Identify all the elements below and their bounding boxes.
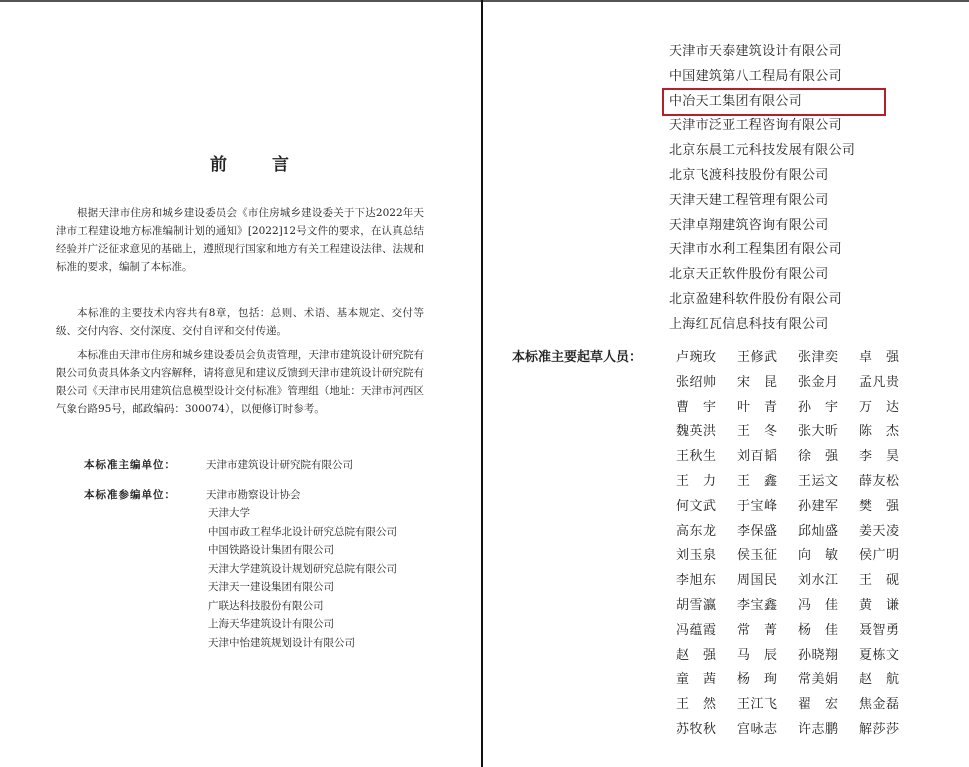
drafter-name: 王 冬 bbox=[737, 424, 778, 440]
list-item: 天津大学 bbox=[208, 507, 250, 519]
list-item: 中国铁路设计集团有限公司 bbox=[208, 544, 334, 556]
drafter-name: 向 敏 bbox=[798, 548, 839, 564]
drafter-name: 邱灿盛 bbox=[798, 523, 839, 539]
company-list bbox=[669, 40, 855, 338]
drafter-name: 张大昕 bbox=[798, 424, 839, 440]
list-item: 中国市政工程华北设计研究总院有限公司 bbox=[208, 525, 397, 538]
drafter-name: 马 辰 bbox=[737, 647, 778, 663]
list-item: 天津卓翔建筑咨询有限公司 bbox=[669, 217, 829, 233]
list-item: 北京飞渡科技股份有限公司 bbox=[669, 167, 829, 183]
drafter-name: 何文武 bbox=[676, 498, 717, 514]
main-unit-row bbox=[84, 456, 353, 474]
list-item: 天津大学建筑设计规划研究总院有限公司 bbox=[208, 562, 397, 575]
drafter-name: 常 菁 bbox=[737, 622, 778, 638]
drafter-name: 侯玉征 bbox=[737, 548, 778, 564]
drafter-name: 王运文 bbox=[798, 473, 839, 489]
drafter-name: 冯蕴霞 bbox=[676, 622, 717, 638]
drafter-name: 万 达 bbox=[859, 399, 900, 415]
drafter-name: 张金月 bbox=[798, 374, 839, 390]
drafter-name: 卓 强 bbox=[859, 350, 900, 365]
drafter-name: 赵 航 bbox=[859, 672, 900, 688]
participant-unit-row bbox=[84, 486, 301, 504]
list-item: 天津市天泰建筑设计有限公司 bbox=[669, 44, 842, 59]
drafter-name: 宋 昆 bbox=[737, 374, 778, 390]
drafter-name: 冯 佳 bbox=[798, 597, 839, 613]
drafter-name: 王 力 bbox=[676, 473, 717, 489]
drafter-name: 李 昊 bbox=[859, 449, 900, 465]
list-item: 天津天一建设集团有限公司 bbox=[208, 581, 334, 593]
list-item: 广联达科技股份有限公司 bbox=[208, 599, 324, 612]
drafter-name: 孟凡贵 bbox=[859, 374, 900, 390]
drafter-name: 刘百韬 bbox=[737, 449, 778, 465]
main-unit-name: 天津市建筑设计研究院有限公司 bbox=[206, 459, 353, 471]
drafter-name: 王 砚 bbox=[859, 573, 900, 589]
drafter-name: 刘水江 bbox=[798, 573, 839, 589]
preface-paragraph-3: 本标准由天津市住房和城乡建设委员会负责管理，天津市建筑设计研究院有限公司负责具体条文内容解释，请将意见和建议反馈到天津市建筑设计研究院有限公司《天津市民用建筑信息模型设计交付标准》管理组（地址：天津市河西区气象台路95号，邮政编码：300074），以便修订时参考。 bbox=[56, 349, 424, 415]
list-item-highlighted: 中冶天工集团有限公司 bbox=[669, 93, 803, 109]
drafter-name: 常美娟 bbox=[798, 672, 839, 688]
drafters-label: 本标准主要起草人员： bbox=[512, 350, 643, 365]
list-item: 北京天正软件股份有限公司 bbox=[669, 267, 829, 283]
drafter-name: 张津奕 bbox=[798, 350, 839, 365]
participant-unit-list bbox=[208, 504, 397, 652]
drafter-name: 胡雪瀛 bbox=[676, 597, 717, 613]
list-item: 上海红瓦信息科技有限公司 bbox=[669, 316, 829, 332]
highlight-box bbox=[662, 88, 886, 116]
list-item: 中国建筑第八工程局有限公司 bbox=[669, 68, 842, 84]
drafter-name: 聂智勇 bbox=[859, 622, 900, 638]
drafter-name: 许志鹏 bbox=[798, 721, 839, 737]
drafter-name: 宫咏志 bbox=[737, 721, 778, 737]
drafter-name: 焦金磊 bbox=[859, 697, 900, 713]
drafter-name: 曹 宇 bbox=[676, 399, 717, 415]
participant-unit-label: 本标准参编单位： bbox=[84, 489, 176, 501]
drafter-name: 杨 佳 bbox=[798, 622, 839, 638]
participant-unit-first: 天津市勘察设计协会 bbox=[206, 489, 301, 501]
drafter-name: 于宝峰 bbox=[737, 498, 778, 514]
drafter-name: 陈 杰 bbox=[859, 424, 900, 440]
list-item: 天津天建工程管理有限公司 bbox=[669, 192, 829, 208]
drafters-grid bbox=[676, 346, 920, 743]
left-page bbox=[0, 0, 481, 767]
drafter-name: 黄 谦 bbox=[859, 597, 900, 613]
drafter-name: 姜天凌 bbox=[859, 523, 900, 539]
drafter-name: 孙 宇 bbox=[798, 399, 839, 415]
drafter-name: 魏英洪 bbox=[676, 424, 717, 440]
drafter-name: 卢琬玫 bbox=[676, 350, 717, 365]
drafter-name: 周国民 bbox=[737, 573, 778, 589]
drafter-name: 薛友松 bbox=[859, 473, 900, 489]
drafter-name: 李旭东 bbox=[676, 573, 717, 589]
drafter-name: 侯广明 bbox=[859, 548, 900, 564]
drafter-name: 王修武 bbox=[737, 350, 778, 365]
drafter-name: 樊 强 bbox=[859, 498, 900, 514]
drafter-name: 高东龙 bbox=[676, 523, 717, 539]
drafter-name: 解莎莎 bbox=[859, 721, 900, 737]
main-unit-label: 本标准主编单位： bbox=[84, 459, 176, 471]
list-item: 北京盈建科软件股份有限公司 bbox=[669, 291, 842, 307]
drafter-name: 孙建军 bbox=[798, 498, 839, 514]
drafter-name: 翟 宏 bbox=[798, 697, 839, 713]
drafter-name: 王 鑫 bbox=[737, 473, 778, 489]
drafter-name: 王江飞 bbox=[737, 697, 778, 713]
drafter-name: 王 然 bbox=[676, 697, 717, 713]
drafter-name: 赵 强 bbox=[676, 647, 717, 663]
drafter-name: 李宝鑫 bbox=[737, 597, 778, 613]
preface-paragraph-1: 根据天津市住房和城乡建设委员会《市住房城乡建设委关于下达2022年天津市工程建设地方标准编制计划的通知》[2022]12号文件的要求，在认真总结经验并广泛征求意见的基础上，遵照现行国家和地方有关工程建设法律、法规和标准的要求，编制了本标准。 bbox=[56, 207, 424, 273]
drafter-name: 张绍帅 bbox=[676, 374, 717, 390]
page-title: 前 言 bbox=[210, 155, 303, 175]
preface-paragraph-2: 本标准的主要技术内容共有8章，包括：总则、术语、基本规定、交付等级、交付内容、交付深度、交付自评和交付传递。 bbox=[56, 307, 424, 337]
drafter-name: 夏栋文 bbox=[859, 647, 900, 663]
drafter-name: 刘玉泉 bbox=[676, 548, 717, 564]
list-item: 北京东晨工元科技发展有限公司 bbox=[669, 143, 856, 159]
list-item: 上海天华建筑设计有限公司 bbox=[208, 618, 334, 630]
drafter-name: 王秋生 bbox=[676, 449, 717, 465]
drafter-name: 杨 珣 bbox=[737, 672, 778, 688]
drafter-name: 李保盛 bbox=[737, 523, 778, 539]
list-item: 天津市泛亚工程咨询有限公司 bbox=[669, 118, 842, 134]
drafter-name: 徐 强 bbox=[798, 449, 839, 465]
page-divider bbox=[481, 0, 483, 767]
list-item: 天津中怡建筑规划设计有限公司 bbox=[208, 636, 355, 649]
drafter-name: 苏牧秋 bbox=[676, 721, 717, 737]
list-item: 天津市水利工程集团有限公司 bbox=[669, 242, 842, 258]
drafter-name: 童 茜 bbox=[676, 672, 717, 688]
drafter-name: 孙晓翔 bbox=[798, 647, 839, 663]
drafter-name: 叶 青 bbox=[737, 399, 778, 415]
